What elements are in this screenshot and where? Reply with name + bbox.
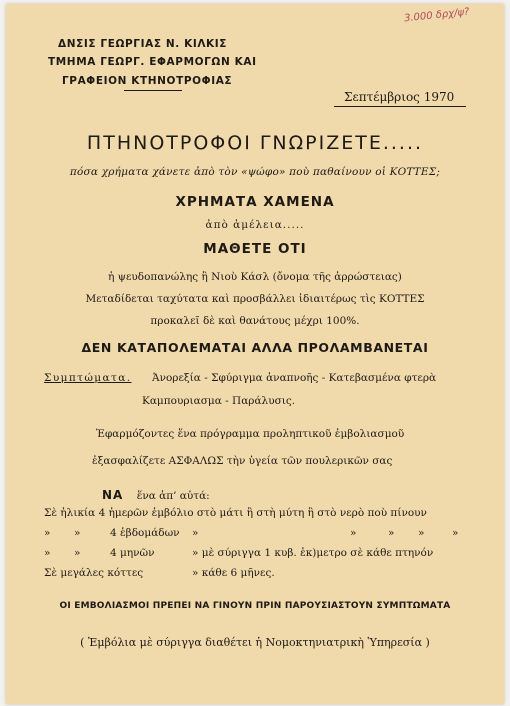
money-lost-heading: ΧΡΗΜΑΤΑ ΧΑΜΕΝΑ [175,194,335,210]
handwritten-note: 3.000 δρχ/ψ? [403,6,470,25]
header-underline [124,90,182,91]
document-date: Σεπτέμβριος 1970 [344,90,455,104]
program-line-1: Ἐφαρμόζοντες ἕνα πρόγραμμα προληπτικοῦ ἐμβολιασμοῦ [96,428,405,440]
header-line-1: ΔΝΣΙΣ ΓΕΩΡΓΙΑΣ Ν. ΚΙΛΚΙΣ [58,38,228,50]
schedule-row-3-ditto-b: » [74,547,81,559]
schedule-row-3-ditto-a: » [44,547,51,559]
schedule-heading [102,488,210,502]
schedule-row-1: Σὲ ἡλικία 4 ἡμερῶν ἐμβόλιο στὸ μάτι ἢ στὴ μύτη ἢ στὸ νερὸ ποὺ πίνουν [44,507,427,519]
header-line-2: ΤΜΗΜΑ ΓΕΩΡΓ. ΕΦΑΡΜΟΓΩΝ ΚΑΙ [48,56,257,68]
schedule-row-2-ditto-g: » [452,527,459,539]
schedule-row-3-age: 4 μηνῶν [110,547,155,559]
schedule-row-2-ditto-e: » [388,527,395,539]
from-neglect-text: ἀπὸ ἀμέλεια..... [205,219,305,231]
symptoms-label: Συμπτώματα. [44,372,132,384]
schedule-row-2-ditto-d: » [350,527,357,539]
schedule-row-2-ditto-c: » [192,527,199,539]
schedule-row-2-ditto-b: » [74,527,81,539]
program-line-2: ἐξασφαλίζετε ΑΣΦΑΛΩΣ τὴν ὑγεία τῶν πουλερικῶν σας [92,455,393,467]
schedule-row-2-age: 4 ἑβδομάδων [110,527,180,539]
schedule-heading-rest: ἕνα ἀπ’ αὐτά: [136,490,210,502]
symptoms-line-1: Ἀνορεξία - Σφύριγμα ἀναπνοῆς - Κατεβασμένα φτερὰ [152,372,437,384]
schedule-heading-bold: ΝΑ [102,488,124,502]
warning-text: ΟΙ ΕΜΒΟΛΙΑΣΜΟΙ ΠΡΕΠΕΙ ΝΑ ΓΙΝΟΥΝ ΠΡΙΝ ΠΑΡΟΥΣΙΑΣΤΟΥΝ ΣΥΜΠΤΩΜΑΤΑ [59,601,451,611]
learn-that-heading: ΜΑΘΕΤΕ ΟΤΙ [203,241,307,257]
schedule-row-4-label: Σὲ μεγάλες κόττες [44,567,144,579]
schedule-row-2-ditto-f: » [418,527,425,539]
date-underline [334,106,466,107]
schedule-row-2-ditto-a: » [44,527,51,539]
disease-line-3: προκαλεῖ δὲ καὶ θανάτους μέχρι 100%. [150,315,360,327]
disease-line-1: ἡ ψευδοπανώλης ἢ Νιοὺ Κάσλ (ὄνομα τῆς ἀρρώστειας) [108,271,402,283]
schedule-row-4-detail: » κάθε 6 μῆνες. [192,567,275,579]
intro-text: πόσα χρήματα χάνετε ἀπὸ τὸν «ψώφο» ποὺ παθαίνουν οἱ ΚΟΤΤΕΣ; [69,166,441,178]
footer-note: ( Ἐμβόλια μὲ σύριγγα διαθέτει ἡ Νομοκτηνιατρικὴ Ὑπηρεσία ) [80,636,430,649]
page-title: ΠΤΗΝΟΤΡΟΦΟΙ ΓΝΩΡΙΖΕΤΕ..... [86,132,424,154]
header-line-3: ΓΡΑΦΕΙΟΝ ΚΤΗΝΟΤΡΟΦΙΑΣ [62,75,233,87]
prevention-heading: ΔΕΝ ΚΑΤΑΠΟΛΕΜΑΤΑΙ ΑΛΛΑ ΠΡΟΛΑΜΒΑΝΕΤΑΙ [81,340,429,355]
document-sheet [6,4,504,704]
symptoms-line-2: Καμπουριασμα - Παράλυσις. [142,395,296,407]
schedule-row-3-detail: » μὲ σύριγγα 1 κυβ. ἑκ)μετρο σὲ κάθε πτηνόν [192,547,434,559]
disease-line-2: Μεταδίδεται ταχύτατα καὶ προσβάλλει ἰδιαιτέρως τὶς ΚΟΤΤΕΣ [85,293,425,305]
